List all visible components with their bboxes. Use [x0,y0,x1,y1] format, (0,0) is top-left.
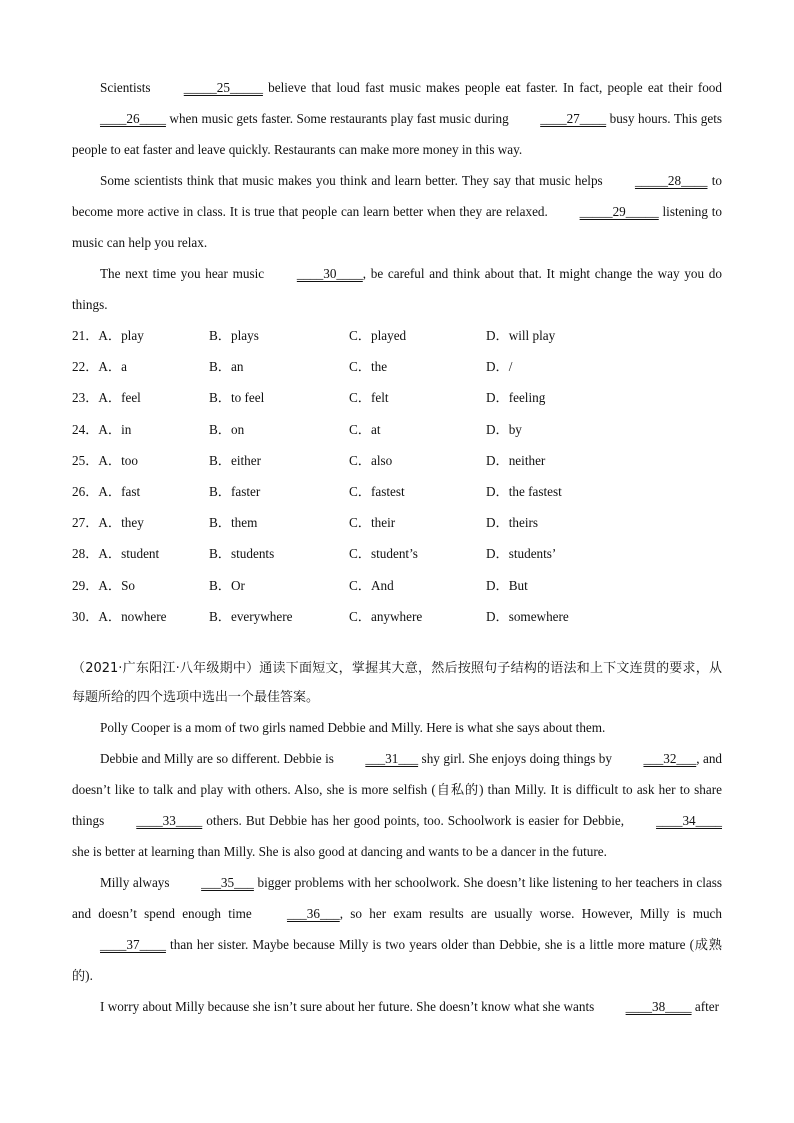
question-number: 28． [72,546,99,562]
option-b[interactable]: B．faster [209,483,261,499]
option-c[interactable]: C．student’s [349,546,418,562]
section2-paragraph-1: Polly Cooper is a mom of two girls named Debbie and Milly. Here is what she says about them. [100,719,606,735]
option-a[interactable]: A．in [98,421,132,437]
option-d[interactable]: D．by [486,421,522,437]
question-number: 23． [72,390,99,406]
text: to become more active in class. It is true that people can learn better when they are relaxed. [72,173,722,219]
text: shy girl. She enjoys doing things by [418,750,616,766]
option-c[interactable]: C．at [349,421,381,437]
section2-paragraph-3 [72,867,722,991]
blank-34: ____34____ [656,812,722,828]
option-row-25 [72,445,722,476]
option-c[interactable]: C．played [349,328,407,343]
text: , be careful and think about that. It might change the way you do things. [72,266,722,312]
option-row-21 [72,320,722,351]
question-number: 24． [72,421,99,437]
text: others. But Debbie has her good points, too. Schoolwork is easier for Debbie, [202,812,629,828]
option-a[interactable]: A．play [98,328,144,343]
option-b[interactable]: B．an [209,359,244,375]
option-b[interactable]: B．on [209,421,245,437]
text: after [691,998,719,1014]
option-b[interactable]: B．to feel [209,390,265,406]
text: I worry about Milly because she isn’t sure about her future. She doesn’t know what she wants [100,998,598,1014]
question-number: 27． [72,515,99,531]
text: , so her exam results are usually worse. However, Milly is much [339,905,722,921]
options-list [72,320,722,632]
blank-32: ___32___ [643,750,697,766]
option-d[interactable]: D．feeling [486,390,546,406]
text: busy hours. This gets people to eat faster and leave quickly. Restaurants can make more money in this way. [72,111,722,157]
option-a[interactable]: A．student [98,546,160,562]
blank-36: ___36___ [286,905,340,921]
option-a[interactable]: A．fast [98,483,141,499]
question-number: 21． [72,328,99,343]
option-row-22 [72,351,722,382]
option-d[interactable]: D．theirs [486,515,539,531]
option-row-23 [72,382,722,413]
question-number: 29． [72,577,99,593]
option-b[interactable]: B．either [209,452,262,468]
blank-33: ____33____ [136,812,203,828]
text: bigger problems with her schoolwork. She doesn’t like listening to her teachers in class and doesn’t spend enough time [72,874,722,921]
option-d[interactable]: D．somewhere [486,608,569,624]
blank-31: ___31___ [365,750,419,766]
document-page [72,72,722,1022]
option-a[interactable]: A．a [98,359,127,375]
blank-29: _____29_____ [579,204,659,219]
text: she is better at learning than Milly. She is also good at dancing and wants to be a dancer in the future. [72,843,607,859]
text: Scientists [100,80,156,95]
text: , and doesn’t like to talk and play with others. Also, she is more selfish (自私的) than Milly. It is difficult to ask her to share things [72,750,723,828]
blank-38: ____38____ [625,998,692,1014]
option-a[interactable]: A．So [98,577,136,593]
option-c[interactable]: C．fastest [349,483,405,499]
section-gap [72,632,722,654]
blank-30: ____30____ [296,266,363,281]
option-b[interactable]: B．plays [209,328,259,343]
question-number: 22． [72,359,99,375]
section2-instructions: （2021·广东阳江·八年级期中）通读下面短文，掌握其大意，然后按照句子结构的语法和上下文连贯的要求，从每题所给的四个选项中选出一个最佳答案。 [72,660,722,705]
option-row-29 [72,570,722,601]
text: Some scientists think that music makes you think and learn better. They say that music helps [100,173,607,188]
blank-25: _____25_____ [183,80,263,95]
blank-27: ____27____ [540,111,607,126]
option-a[interactable]: A．nowhere [98,608,167,624]
option-a[interactable]: A．they [98,515,144,531]
option-b[interactable]: B．students [209,546,275,562]
option-c[interactable]: C．anywhere [349,608,423,624]
text: Milly always [100,874,174,890]
text: Debbie and Milly are so different. Debbie is [100,750,338,766]
option-d[interactable]: D．the fastest [486,483,562,499]
option-row-27 [72,507,722,538]
text: listening to music can help you relax. [72,204,722,250]
section2-paragraph-2 [72,743,722,867]
option-d[interactable]: D．neither [486,452,546,468]
option-b[interactable]: B．them [209,515,258,531]
question-number: 30． [72,608,99,624]
option-row-28 [72,538,722,569]
text: when music gets faster. Some restaurants play fast music during [165,111,513,126]
option-b[interactable]: B．everywhere [209,608,293,624]
option-d[interactable]: D．will play [486,328,556,343]
passage1-paragraph-3 [72,258,722,320]
option-row-24 [72,414,722,445]
option-b[interactable]: B．Or [209,577,245,593]
text: believe that loud fast music makes people eat faster. In fact, people eat their food [262,80,722,95]
passage1-paragraph-1 [72,72,722,165]
blank-28: _____28____ [634,173,708,188]
option-c[interactable]: C．felt [349,390,389,406]
option-c[interactable]: C．And [349,577,394,593]
section2-paragraph-4 [72,991,722,1022]
text: The next time you hear music [100,266,269,281]
option-d[interactable]: D．But [486,577,528,593]
text: than her sister. Maybe because Milly is two years older than Debbie, she is a little more mature (成熟的). [72,936,722,983]
option-d[interactable]: D．/ [486,359,513,375]
option-a[interactable]: A．feel [98,390,141,406]
option-d[interactable]: D．students’ [486,546,557,562]
question-number: 26． [72,483,99,499]
option-a[interactable]: A．too [98,452,138,468]
option-c[interactable]: C．the [349,359,388,375]
question-number: 25． [72,452,99,468]
option-row-26 [72,476,722,507]
option-row-30 [72,601,722,632]
passage1-paragraph-2 [72,165,722,258]
blank-26: ____26____ [100,111,166,126]
option-c[interactable]: C．also [349,452,393,468]
option-c[interactable]: C．their [349,515,396,531]
blank-35: ___35___ [201,874,254,890]
blank-37: ____37____ [100,936,166,952]
